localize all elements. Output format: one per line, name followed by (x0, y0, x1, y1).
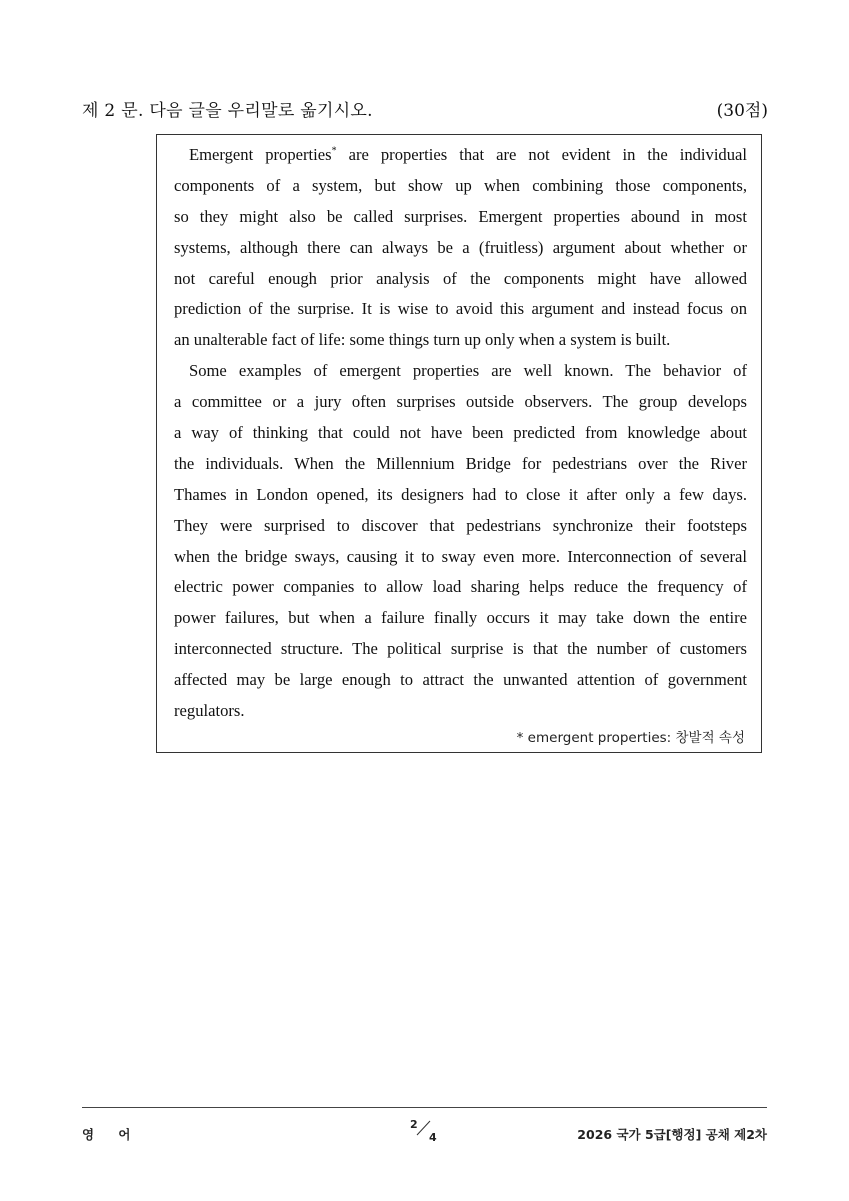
passage-line (174, 325, 747, 356)
question-header (82, 99, 768, 123)
passage-line (174, 634, 747, 665)
passage-text-segment: not careful enough prior analysis of the components might have allowed (174, 268, 747, 288)
passage-text-segment: Some examples of emergent properties are well known. The behavior of (189, 361, 747, 381)
passage-line (174, 264, 747, 295)
passage-text-segment: when the bridge sways, causing it to sway even more. Interconnection of several (174, 546, 747, 566)
passage-line (174, 387, 747, 418)
passage-line (174, 572, 747, 603)
footer-subject: 영 어 (82, 1127, 141, 1142)
passage-paragraph (174, 356, 747, 727)
footnote: * emergent properties: 창발적 속성 (516, 730, 745, 746)
passage-line (174, 696, 747, 727)
passage-line (174, 603, 747, 634)
passage-text-segment: affected may be large enough to attract the unwanted attention of government (174, 670, 747, 690)
passage-text-segment: a way of thinking that could not have been predicted from knowledge about (174, 423, 747, 443)
passage-paragraph (174, 140, 747, 356)
passage-line (174, 418, 747, 449)
exam-title: 2026 국가 5급[행정] 공채 제2차 (577, 1127, 767, 1142)
passage-line (174, 294, 747, 325)
passage-line (174, 140, 747, 171)
passage-line (174, 511, 747, 542)
page-footer (82, 1118, 767, 1154)
passage-line (174, 233, 747, 264)
passage-text-segment: Emergent properties (189, 145, 332, 164)
passage-line (174, 542, 747, 573)
passage-text-segment: a committee or a jury often surprises outside observers. The group develops (174, 392, 747, 412)
passage-text-segment: systems, although there can always be a (fruitless) argument about whether or (174, 237, 747, 257)
question-text: 제 2 문. 다음 글을 우리말로 옮기시오. (82, 101, 373, 121)
footer-divider (82, 1107, 767, 1108)
page-number (410, 1118, 440, 1148)
passage-text-segment: regulators. (174, 701, 245, 721)
passage-text-segment: Thames in London opened, its designers had to close it after only a few days. (174, 484, 747, 504)
passage-text-segment: interconnected structure. The political surprise is that the number of customers (174, 639, 747, 659)
passage-text-segment: an unalterable fact of life: some things turn up only when a system is built. (174, 330, 671, 350)
footnote-marker: * (331, 145, 337, 157)
passage-text-segment: electric power companies to allow load sharing helps reduce the frequency of (174, 577, 747, 597)
passage-text-segment: They were surprised to discover that pedestrians synchronize their footsteps (174, 515, 747, 535)
passage-text-segment: components of a system, but show up when combining those components, (174, 175, 747, 195)
passage-line (174, 480, 747, 511)
passage-text (174, 140, 747, 727)
passage-box (156, 134, 762, 753)
passage-line (174, 171, 747, 202)
passage-line (174, 202, 747, 233)
passage-line (174, 356, 747, 387)
question-points: (30점) (716, 101, 768, 121)
passage-text-segment: so they might also be called surprises. Emergent properties abound in most (174, 206, 747, 226)
passage-line (174, 449, 747, 480)
page-current: 2 (410, 1118, 418, 1131)
passage-text-segment: power failures, but when a failure finally occurs it may take down the entire (174, 608, 747, 628)
page-total: 4 (429, 1131, 437, 1144)
passage-line (174, 665, 747, 696)
passage-text-segment: prediction of the surprise. It is wise to avoid this argument and instead focus on (174, 299, 747, 319)
passage-text-segment: are properties that are not evident in the individual (336, 145, 747, 164)
passage-text-segment: the individuals. When the Millennium Bridge for pedestrians over the River (174, 453, 747, 473)
